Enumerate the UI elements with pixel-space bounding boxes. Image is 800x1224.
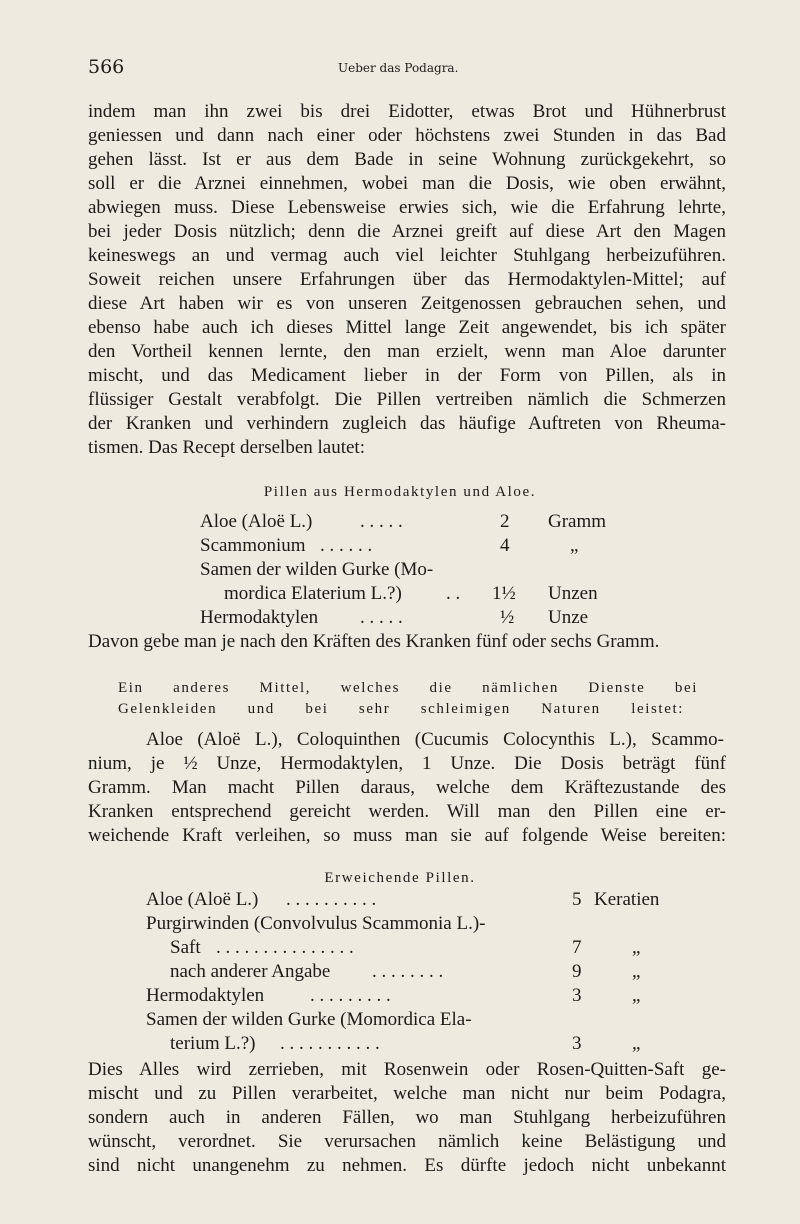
page-header [88, 56, 728, 80]
text-line: wünscht, verordnet. Sie verursachen nämlich keine Belästigung und [88, 1131, 726, 1152]
recipe-title: Pillen aus Hermodaktylen und Aloe. [263, 484, 537, 500]
text-line: soll er die Arznei einnehmen, wobei man die Dosis, wie oben erwähnt, [88, 173, 726, 194]
ingredient-unit: Gramm [548, 511, 607, 532]
text-line: tismen. Das Recept derselben lautet: [88, 437, 365, 458]
ingredient-qty: 9 [572, 961, 582, 982]
text-line: ebenso habe auch ich dieses Mittel lange Zeit angewendet, bis ich später [88, 317, 726, 338]
text-line: mischt und zu Pillen verarbeitet, welche man nicht nur beim Podagra, [88, 1083, 726, 1104]
ingredient-name: nach anderer Angabe [170, 961, 331, 982]
ingredient-unit: „ [632, 985, 641, 1006]
leader-dots: . . . . . . . . [372, 961, 444, 982]
leader-dots: . . . . . [360, 607, 403, 628]
ingredient-qty: 1½ [492, 583, 516, 604]
ingredient-name: Saft [170, 937, 201, 958]
ingredient-name: mordica Elaterium L.?) [224, 583, 402, 604]
text-line: Aloe (Aloë L.), Coloquinthen (Cucumis Colocynthis L.), Scammo- [146, 729, 724, 750]
ingredient-unit: „ [570, 535, 579, 556]
text-line: bei jeder Dosis nützlich; denn die Arznei greift auf diese Art den Magen [88, 221, 726, 242]
text-line: flüssiger Gestalt verabfolgt. Die Pillen vertreiben nämlich die Schmerzen [88, 389, 726, 410]
leader-dots: . . . . . . [320, 535, 373, 556]
recipe-title: Erweichende Pillen. [324, 870, 476, 886]
ingredient-unit: Keratien [594, 889, 660, 910]
text-line: Soweit reichen unsere Erfahrungen über das Hermodaktylen-Mittel; auf [88, 269, 726, 290]
text-line: diese Art haben wir es von unseren Zeitgenossen gebrauchen sehen, und [88, 293, 726, 314]
leader-dots: . . . . . . . . . . [286, 889, 377, 910]
ingredient-qty: 5 [572, 889, 582, 910]
ingredient-name: Purgirwinden (Convolvulus Scammonia L.)- [146, 913, 486, 934]
ingredient-qty: 4 [500, 535, 510, 556]
text-line: gehen lässt. Ist er aus dem Bade in seine Wohnung zurückgekehrt, so [88, 149, 726, 170]
leader-dots: . . [446, 583, 461, 604]
section-heading: Gelenkleiden und bei sehr schleimigen Naturen leistet: [118, 701, 684, 717]
ingredient-qty: 3 [572, 1033, 582, 1054]
ingredient-name: Aloe (Aloë L.) [146, 889, 259, 910]
text-line: geniessen und dann nach einer oder höchstens zwei Stunden in das Bad [88, 125, 726, 146]
ingredient-qty: 7 [572, 937, 582, 958]
leader-dots: . . . . . . . . . . . [280, 1033, 380, 1054]
text-line: Gramm. Man macht Pillen daraus, welche dem Kräftezustande des [88, 777, 726, 798]
text-line: nium, je ½ Unze, Hermodaktylen, 1 Unze. Die Dosis beträgt fünf [88, 753, 726, 774]
text-line: sondern auch in anderen Fällen, wo man Stuhlgang herbeizuführen [88, 1107, 726, 1128]
text-line: den Vortheil kennen lernte, den man erzielt, wenn man Aloe darunter [88, 341, 726, 362]
leader-dots: . . . . . [360, 511, 403, 532]
ingredient-unit: Unzen [548, 583, 598, 604]
ingredient-unit: Unze [548, 607, 589, 628]
ingredient-name: Aloe (Aloë L.) [200, 511, 313, 532]
text-line: abwiegen muss. Diese Lebensweise erwies sich, wie die Erfahrung lehrte, [88, 197, 726, 218]
ingredient-name: Samen der wilden Gurke (Momordica Ela- [146, 1009, 472, 1030]
running-title: Ueber das Podagra. [338, 61, 459, 75]
leader-dots: . . . . . . . . . . . . . . . [216, 937, 354, 958]
text-line: mischt, und das Medicament lieber in der Form von Pillen, als in [88, 365, 726, 386]
ingredient-unit: „ [632, 961, 641, 982]
section-heading: Ein anderes Mittel, welches die nämlichen Dienste bei [118, 680, 698, 696]
ingredient-unit: „ [632, 937, 641, 958]
text-line: der Kranken und verhindern zugleich das häufige Auftreten von Rheuma- [88, 413, 726, 434]
text-line: indem man ihn zwei bis drei Eidotter, etwas Brot und Hühnerbrust [88, 101, 726, 122]
ingredient-name: Samen der wilden Gurke (Mo- [200, 559, 434, 580]
text-line: keineswegs an und vermag auch viel leichter Stuhlgang herbeizuführen. [88, 245, 726, 266]
ingredient-unit: „ [632, 1033, 641, 1054]
text-line: sind nicht unangenehm zu nehmen. Es dürfte jedoch nicht unbekannt [88, 1155, 726, 1176]
ingredient-qty: 3 [572, 985, 582, 1006]
leader-dots: . . . . . . . . . [310, 985, 391, 1006]
page-number: 566 [88, 56, 125, 78]
ingredient-qty: ½ [500, 607, 515, 628]
ingredient-name: Hermodaktylen [146, 985, 265, 1006]
ingredient-name: terium L.?) [170, 1033, 256, 1054]
ingredient-name: Scammonium [200, 535, 306, 556]
ingredient-name: Hermodaktylen [200, 607, 319, 628]
text-line: weichende Kraft verleihen, so muss man sie auf folgende Weise bereiten: [88, 825, 726, 846]
recipe-dosage-note: Davon gebe man je nach den Kräften des Kranken fünf oder sechs Gramm. [88, 631, 660, 652]
text-line: Dies Alles wird zerrieben, mit Rosenwein oder Rosen-Quitten-Saft ge- [88, 1059, 726, 1080]
text-line: Kranken entsprechend gereicht werden. Will man den Pillen eine er- [88, 801, 726, 822]
ingredient-qty: 2 [500, 511, 510, 532]
